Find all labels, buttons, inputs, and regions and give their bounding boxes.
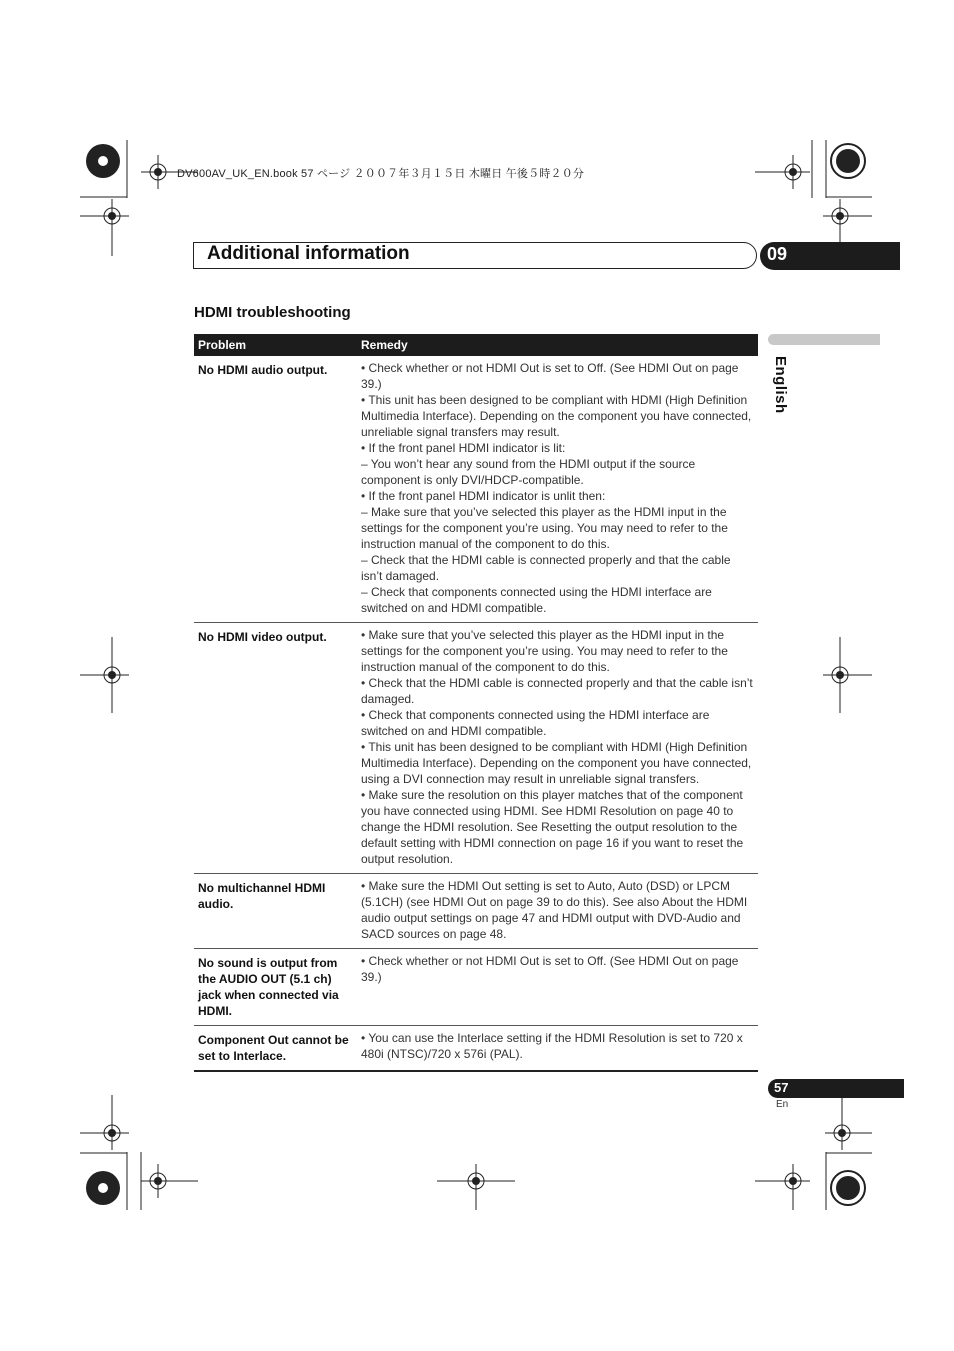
remedy-line: • Make sure the resolution on this player matches that of the component you have connected using HDMI. See HDMI Resolution on page 40 to change the HDMI resolution. See Resetting the output resolution to the default setting with HDMI connection on page 16 if you want to reset the output resolution. [361,788,744,866]
starburst-icon [86,1171,120,1205]
table-row [194,949,758,1026]
problem-cell: Component Out cannot be set to Interlace. [198,1033,349,1063]
side-tab [768,334,880,345]
starburst-icon [86,144,120,178]
table-row [194,1026,758,1072]
remedy-cell [357,356,758,622]
chapter-number: 09 [767,244,788,264]
table-row [194,874,758,949]
problem-cell: No HDMI video output. [198,630,327,644]
remedy-cell [357,949,758,1025]
remedy-line: • This unit has been designed to be compliant with HDMI (High Definition Multimedia Interface). Depending on the component you have connected, using a DVI connection may result in unreliable signal transfers. [361,740,752,786]
page-number: 57 [774,1080,789,1095]
remedy-line: – Check that components connected using the HDMI interface are switched on and HDMI compatible. [361,585,712,615]
table-row [194,356,758,623]
remedy-line: – Make sure that you’ve selected this player as the HDMI input in the settings for the component you’re using. You may need to refer to the instruction manual of the component to do this. [361,505,728,551]
remedy-line: – You won’t hear any sound from the HDMI output if the source component is only DVI/HDCP-compatible. [361,457,696,487]
remedy-line: • Check that the HDMI cable is connected properly and that the cable isn’t damaged. [361,676,753,706]
table-body [194,356,758,1072]
side-language-label: English [772,356,789,414]
remedy-line: • This unit has been designed to be compliant with HDMI (High Definition Multimedia Interface). Depending on the component you have connected, unreliable signal transfers may result. [361,393,752,439]
section-title: HDMI troubleshooting [194,304,351,321]
remedy-line: • Make sure that you’ve selected this player as the HDMI input in the settings for the component you’re using. You may need to refer to the instruction manual of the component to do this. [361,628,728,674]
table-row [194,623,758,874]
column-header-remedy: Remedy [361,338,408,352]
remedy-cell [357,874,758,948]
remedy-line: • If the front panel HDMI indicator is lit: [361,441,566,455]
remedy-line: • Make sure the HDMI Out setting is set to Auto, Auto (DSD) or LPCM (5.1CH) (see HDMI Out on page 39 to do this). See also About the HDMI audio output settings on page 47 and HDMI output with DVD-Audio and SACD sources on page 48. [361,879,748,941]
remedy-cell [357,623,758,873]
book-info: DV600AV_UK_EN.book 57 ページ ２００７年３月１５日 木曜日 午後５時２０分 [177,168,585,180]
starburst-icon [831,144,865,178]
starburst-icon [831,1171,865,1205]
problem-cell: No HDMI audio output. [198,363,328,377]
remedy-line: • Check that components connected using the HDMI interface are switched on and HDMI compatible. [361,708,710,738]
remedy-line: • Check whether or not HDMI Out is set to Off. (See HDMI Out on page 39.) [361,361,739,391]
remedy-line: – Check that the HDMI cable is connected properly and that the cable isn’t damaged. [361,553,731,583]
column-header-problem: Problem [198,338,247,352]
remedy-line: • You can use the Interlace setting if the HDMI Resolution is set to 720 x 480i (NTSC)/720 x 576i (PAL). [361,1031,743,1061]
problem-cell: No sound is output from the AUDIO OUT (5.1 ch) jack when connected via HDMI. [198,956,339,1018]
remedy-cell [357,1026,758,1070]
page-title: Additional information [207,243,410,264]
table-header [194,334,758,356]
troubleshooting-table [194,334,758,1072]
problem-cell: No multichannel HDMI audio. [198,881,326,911]
page-language: En [776,1099,789,1110]
remedy-line: • Check whether or not HDMI Out is set to Off. (See HDMI Out on page 39.) [361,954,739,984]
remedy-line: • If the front panel HDMI indicator is unlit then: [361,489,606,503]
